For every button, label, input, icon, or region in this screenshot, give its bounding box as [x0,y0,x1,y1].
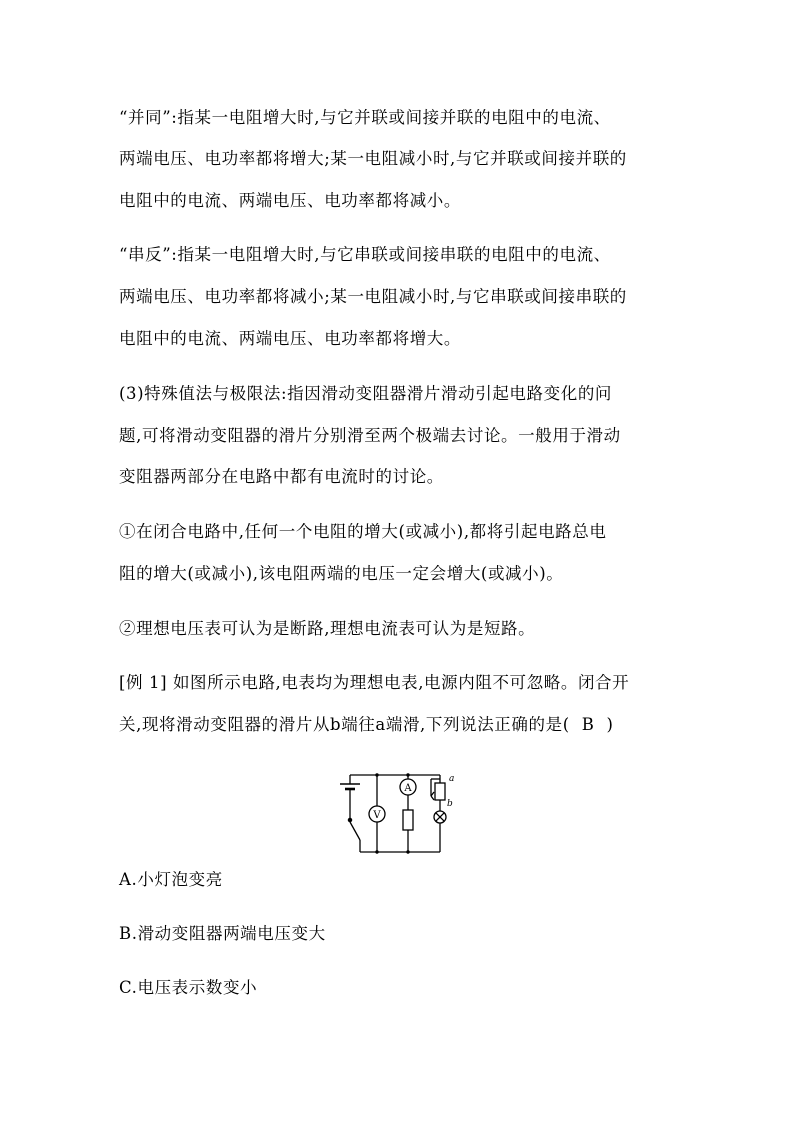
junction-bottom-voltmeter [375,850,378,853]
paragraph-method-line-1: (3)特殊值法与极限法:指因滑动变阻器滑片滑动引起电路变化的问 [119,384,613,403]
paragraph-bingtong-line-1: “并同”:指某一电阻增大时,与它并联或间接并联的电阻中的电流、 [119,108,611,127]
paragraph-method-line-2: 题,可将滑动变阻器的滑片分别滑至两个极端去讨论。一般用于滑动 [119,426,621,445]
option-c: C.电压表示数变小 [119,978,258,997]
note-1-line-2: 阻的增大(或减小),该电阻两端的电压一定会增大(或减小)。 [119,564,564,583]
example-line-1: [例 1] 如图所示电路,电表均为理想电表,电源内阻不可忽略。闭合开 [119,673,630,692]
paragraph-bingtong-line-2: 两端电压、电功率都将增大;某一电阻减小时,与它并联或间接并联的 [119,149,627,168]
junction-top-ammeter [406,773,409,776]
note-2-line-1: ②理想电压表可认为是断路,理想电流表可认为是短路。 [119,619,536,638]
resistor [403,810,413,830]
voltmeter-label: V [373,810,381,821]
circuit-diagram [330,766,460,862]
option-a: A.小灯泡变亮 [119,870,223,889]
terminal-a-label: a [449,774,455,784]
example-line-2 [119,713,614,737]
rheostat-body [435,783,445,800]
switch-contact-top [348,818,351,821]
junction-bottom-resistor [406,850,409,853]
lamp-filament [436,813,444,821]
paragraph-method-line-3: 变阻器两部分在电路中都有电流时的讨论。 [119,467,444,486]
paragraph-chuanfan-line-2: 两端电压、电功率都将减小;某一电阻减小时,与它串联或间接串联的 [119,287,627,306]
ammeter-label: A [404,783,412,794]
paragraph-bingtong-line-3: 电阻中的电流、两端电压、电功率都将减小。 [119,191,461,210]
answer-choice: B [581,715,595,734]
paragraph-chuanfan-line-3: 电阻中的电流、两端电压、电功率都将增大。 [119,329,461,348]
option-b: B.滑动变阻器两端电压变大 [119,924,326,943]
answer-paren-close: ) [606,715,614,734]
switch-blade [350,822,360,840]
example-question-text: 关,现将滑动变阻器的滑片从b端往a端滑,下列说法正确的是( [119,715,570,734]
note-1-line-1: ①在闭合电路中,任何一个电阻的增大(或减小),都将引起电路总电 [119,522,607,541]
paragraph-chuanfan-line-1: “串反”:指某一电阻增大时,与它串联或间接串联的电阻中的电流、 [119,245,611,264]
terminal-b-label: b [447,799,453,809]
junction-top-voltmeter [375,773,378,776]
